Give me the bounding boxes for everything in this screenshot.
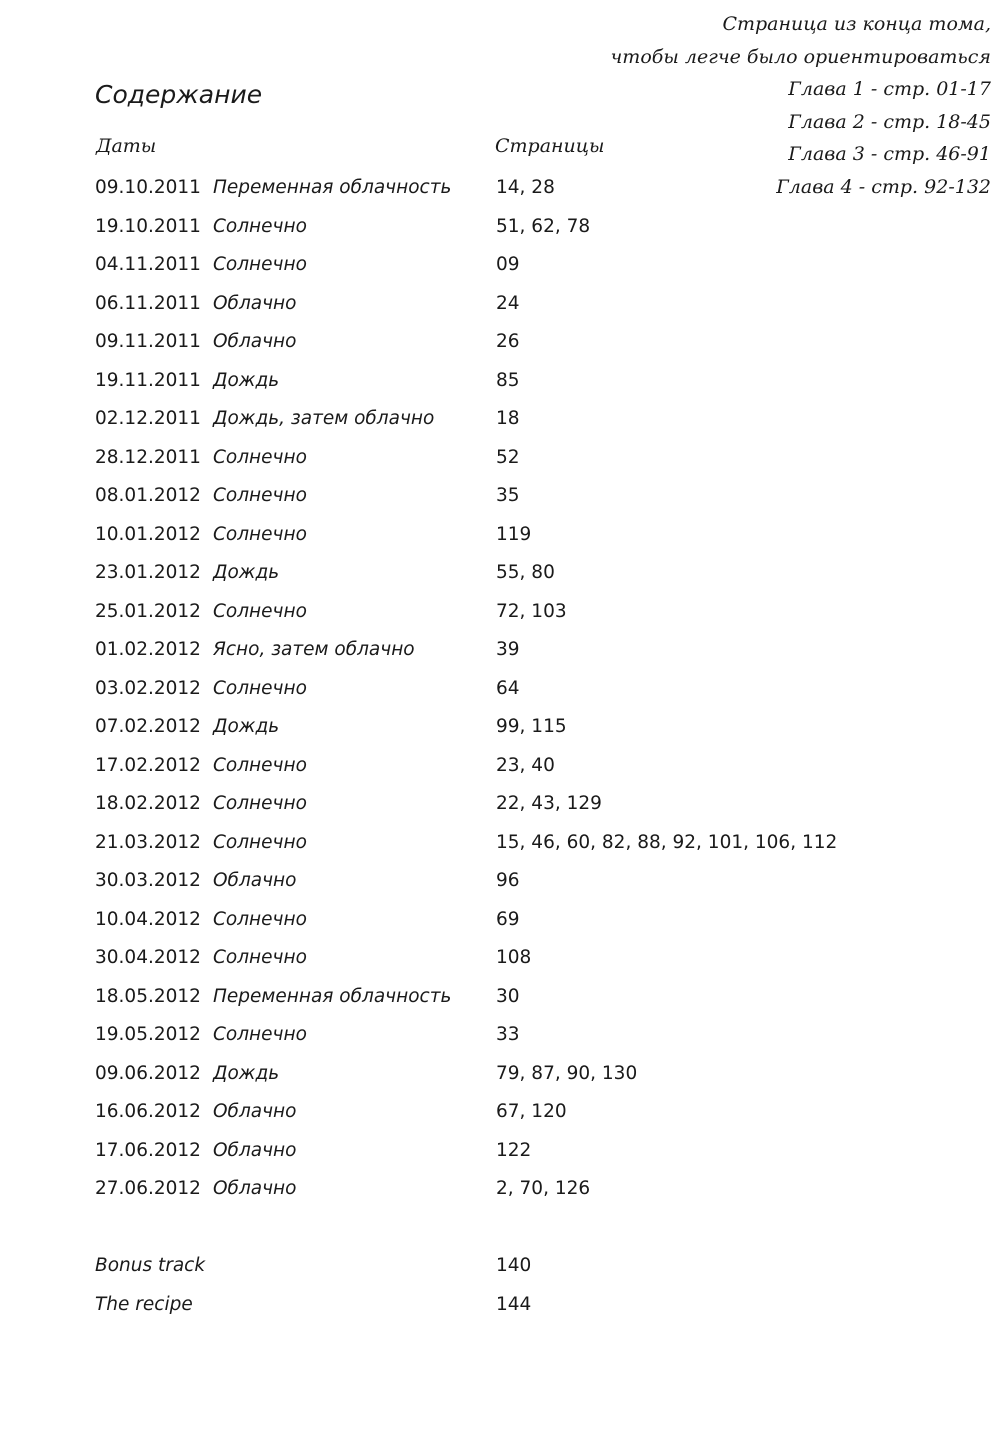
extra-pages: 140 bbox=[496, 1255, 532, 1276]
note-line: Глава 4 - стр. 92-132 bbox=[776, 175, 991, 198]
entry-pages: 39 bbox=[496, 639, 520, 660]
entry-weather: Солнечно bbox=[213, 485, 307, 506]
entry-date: 06.11.2011 bbox=[95, 292, 201, 314]
bonus-entries bbox=[95, 1247, 855, 1324]
entry-pages: 69 bbox=[496, 908, 520, 930]
entry-pages: 108 bbox=[496, 947, 532, 968]
toc-row bbox=[95, 285, 855, 324]
toc-row bbox=[95, 1170, 855, 1209]
entry-pages: 18 bbox=[496, 408, 520, 429]
entry-date: 28.12.2011 bbox=[95, 446, 201, 468]
dates-column-header: Даты bbox=[96, 135, 157, 157]
entry-weather: Облачно bbox=[213, 1178, 297, 1199]
toc-row bbox=[95, 1055, 855, 1094]
extra-label: The recipe bbox=[95, 1293, 193, 1315]
entry-weather: Солнечно bbox=[213, 523, 307, 545]
extra-row bbox=[95, 1286, 855, 1325]
entry-weather: Переменная облачность bbox=[213, 177, 452, 198]
entry-weather: Облачно bbox=[213, 1101, 297, 1122]
entry-weather: Солнечно bbox=[213, 754, 307, 776]
toc-row bbox=[95, 862, 855, 901]
entry-date: 07.02.2012 bbox=[95, 716, 201, 737]
entry-pages: 52 bbox=[496, 446, 520, 468]
toc-row bbox=[95, 323, 855, 362]
entry-date: 19.11.2011 bbox=[95, 369, 201, 391]
entry-pages: 64 bbox=[496, 677, 520, 699]
entry-date: 01.02.2012 bbox=[95, 639, 201, 660]
entry-weather: Солнечно bbox=[213, 254, 307, 275]
entry-date: 30.03.2012 bbox=[95, 870, 201, 891]
entry-pages: 23, 40 bbox=[496, 754, 555, 776]
toc-row bbox=[95, 901, 855, 940]
entry-weather: Солнечно bbox=[213, 793, 307, 814]
toc-row bbox=[95, 362, 855, 401]
entry-date: 30.04.2012 bbox=[95, 947, 201, 968]
entry-pages: 85 bbox=[496, 369, 520, 391]
page-title: Содержание bbox=[95, 80, 263, 109]
entry-weather: Дождь bbox=[213, 1062, 280, 1084]
toc-row bbox=[95, 978, 855, 1017]
entry-date: 18.05.2012 bbox=[95, 985, 201, 1007]
entry-pages: 99, 115 bbox=[496, 716, 567, 737]
entry-pages: 33 bbox=[496, 1024, 520, 1045]
entry-pages: 122 bbox=[496, 1139, 532, 1161]
toc-row bbox=[95, 785, 855, 824]
entry-pages: 79, 87, 90, 130 bbox=[496, 1062, 638, 1084]
entry-pages: 67, 120 bbox=[496, 1101, 567, 1122]
toc-row bbox=[95, 246, 855, 285]
toc-row bbox=[95, 208, 855, 247]
entry-weather: Облачно bbox=[213, 331, 297, 352]
toc-row bbox=[95, 439, 855, 478]
note-line: Страница из конца тома, bbox=[722, 13, 991, 35]
entry-pages: 55, 80 bbox=[496, 562, 555, 583]
entry-weather: Дождь bbox=[213, 562, 280, 583]
note-line: Глава 3 - стр. 46-91 bbox=[788, 143, 991, 165]
entry-date: 16.06.2012 bbox=[95, 1101, 201, 1122]
entry-pages: 09 bbox=[496, 254, 520, 275]
entry-date: 10.01.2012 bbox=[95, 523, 201, 545]
entry-weather: Дождь bbox=[213, 369, 280, 391]
entry-weather: Солнечно bbox=[213, 600, 307, 622]
note-line: чтобы легче было ориентироваться bbox=[610, 45, 991, 68]
note-line: Глава 2 - стр. 18-45 bbox=[788, 110, 991, 133]
toc-row bbox=[95, 1132, 855, 1171]
entry-date: 17.06.2012 bbox=[95, 1139, 201, 1161]
toc-row bbox=[95, 824, 855, 863]
entry-weather: Переменная облачность bbox=[213, 985, 452, 1007]
entry-date: 08.01.2012 bbox=[95, 485, 201, 506]
toc-row bbox=[95, 169, 855, 208]
toc-row bbox=[95, 593, 855, 632]
extra-pages: 144 bbox=[496, 1293, 532, 1315]
entry-weather: Солнечно bbox=[213, 446, 307, 468]
pages-column-header: Страницы bbox=[495, 135, 605, 157]
entry-pages: 51, 62, 78 bbox=[496, 215, 591, 237]
entry-date: 09.10.2011 bbox=[95, 177, 201, 198]
entry-pages: 14, 28 bbox=[496, 177, 555, 198]
entry-date: 21.03.2012 bbox=[95, 831, 201, 853]
entry-date: 25.01.2012 bbox=[95, 600, 201, 622]
entry-date: 19.10.2011 bbox=[95, 215, 201, 237]
entry-weather: Облачно bbox=[213, 1139, 297, 1161]
note-line: Глава 1 - стр. 01-17 bbox=[788, 78, 991, 100]
toc-row bbox=[95, 631, 855, 670]
entry-weather: Облачно bbox=[213, 292, 297, 314]
entry-date: 02.12.2011 bbox=[95, 408, 201, 429]
entry-pages: 72, 103 bbox=[496, 600, 567, 622]
entry-pages: 2, 70, 126 bbox=[496, 1178, 591, 1199]
entry-weather: Дождь bbox=[213, 716, 280, 737]
entry-pages: 26 bbox=[496, 331, 520, 352]
entry-date: 09.06.2012 bbox=[95, 1062, 201, 1084]
entry-pages: 22, 43, 129 bbox=[496, 793, 602, 814]
entry-pages: 15, 46, 60, 82, 88, 92, 101, 106, 112 bbox=[496, 831, 838, 853]
entry-date: 03.02.2012 bbox=[95, 677, 201, 699]
entry-date: 19.05.2012 bbox=[95, 1024, 201, 1045]
entry-date: 04.11.2011 bbox=[95, 254, 201, 275]
toc-row bbox=[95, 708, 855, 747]
toc-row bbox=[95, 1016, 855, 1055]
toc-row bbox=[95, 554, 855, 593]
toc-row bbox=[95, 747, 855, 786]
entry-pages: 30 bbox=[496, 985, 520, 1007]
toc-row bbox=[95, 939, 855, 978]
entry-date: 23.01.2012 bbox=[95, 562, 201, 583]
toc-row bbox=[95, 670, 855, 709]
entry-pages: 96 bbox=[496, 870, 520, 891]
entry-date: 17.02.2012 bbox=[95, 754, 201, 776]
entry-weather: Солнечно bbox=[213, 1024, 307, 1045]
entry-pages: 119 bbox=[496, 523, 532, 545]
entry-weather: Солнечно bbox=[213, 831, 307, 853]
extra-row bbox=[95, 1247, 855, 1286]
entry-weather: Солнечно bbox=[213, 947, 307, 968]
entry-weather: Ясно, затем облачно bbox=[213, 639, 415, 660]
toc-row bbox=[95, 516, 855, 555]
entry-pages: 24 bbox=[496, 292, 520, 314]
entry-date: 09.11.2011 bbox=[95, 331, 201, 352]
toc-row bbox=[95, 400, 855, 439]
entry-weather: Солнечно bbox=[213, 215, 307, 237]
extra-label: Bonus track bbox=[95, 1255, 206, 1276]
entry-weather: Солнечно bbox=[213, 677, 307, 699]
entry-weather: Облачно bbox=[213, 870, 297, 891]
toc-entries bbox=[95, 169, 855, 1209]
entry-pages: 35 bbox=[496, 485, 520, 506]
toc-row bbox=[95, 1093, 855, 1132]
entry-date: 10.04.2012 bbox=[95, 908, 201, 930]
entry-date: 27.06.2012 bbox=[95, 1178, 201, 1199]
entry-weather: Солнечно bbox=[213, 908, 307, 930]
toc-row bbox=[95, 477, 855, 516]
entry-date: 18.02.2012 bbox=[95, 793, 201, 814]
entry-weather: Дождь, затем облачно bbox=[213, 408, 435, 429]
